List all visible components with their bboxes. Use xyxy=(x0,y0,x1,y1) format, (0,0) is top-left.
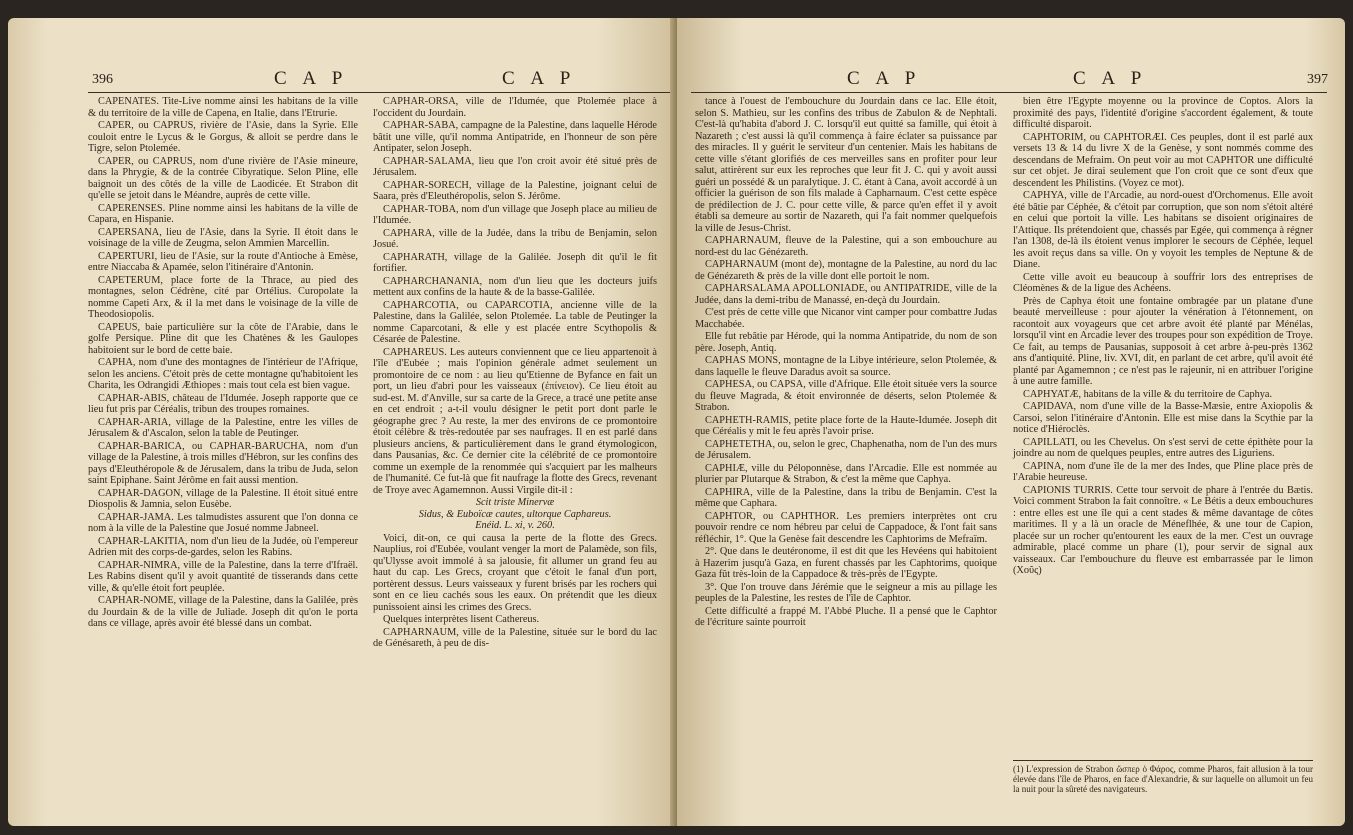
entry-paragraph: CAPHARATH, village de la Galilée. Joseph dit qu'il le fit fortifier. xyxy=(373,251,657,274)
entry-paragraph: Cette ville avoit eu beaucoup à souffrir lors des entreprises de Cléomènes & de la ligue des Achéens. xyxy=(1013,271,1313,294)
entry-paragraph: CAPHETETHA, ou, selon le grec, Chaphenatha, nom de l'un des murs de Jérusalem. xyxy=(695,438,997,461)
entry-paragraph: CAPHTORIM, ou CAPHTORÆI. Ces peuples, dont il est parlé aux versets 13 & 14 du livre X de la Genèse, y sont nommés comme des descendans de Mefraim. On peut voir au mot CAPHTOR une difficulté sur cet objet. Je dirai seulement que l'on croit que ce sont d'eux que descendent les Philistins. (Voyez ce mot). xyxy=(1013,131,1313,189)
header-rule xyxy=(88,92,672,93)
running-head-right: C A P xyxy=(502,68,577,89)
entry-paragraph: tance à l'ouest de l'embouchure du Jourdain dans ce lac. Elle étoit, selon S. Mathieu, sur les confins des tribus de Zabulon & de Nephtali. C'est-là qu'habita d'abord J. C. lorsqu'il eut quitté sa famille, qui étoit à Nazareth ; c'est aussi là qu'il commença à faire éclater sa puissance par des miracles. Il y guérit le serviteur d'un centenier. Mais les habitans de cette ville s'étant glorifiés de ces merveilles sans en profiter pour leur salut, attirèrent sur eux les reproches que leur fit J. C. qui y avoit aussi guéri un possédé & un paralytique. J. C. étant à Cana, avoit accordé à un officier la guérison de son fils malade à Capharnaum. C'est cette espèce de prédilection de J. C. pour cette ville, & parce qu'en effet il y avoit établi sa demeure au sortir de Nazareth, qui l'a fait nommer quelquefois la ville de Jesus-Christ. xyxy=(695,96,997,234)
entry-paragraph: CAPHETH-RAMIS, petite place forte de la Haute-Idumée. Joseph dit que Céréalis y mit le feu après l'avoir prise. xyxy=(695,414,997,437)
right-column-2 xyxy=(1013,96,1313,578)
entry-paragraph: CAPHARNAUM, ville de la Palestine, située sur le bord du lac de Génésareth, à peu de dis- xyxy=(373,626,657,649)
entry-paragraph: CAPERENSES. Pline nomme ainsi les habitans de la ville de Capara, en Hispanie. xyxy=(88,202,358,225)
running-head-right: C A P xyxy=(1073,68,1148,89)
entry-paragraph: bien être l'Egypte moyenne ou la province de Coptos. Alors la proximité des pays, l'identité d'origine s'accordent également, & toute difficulté disparoit. xyxy=(1013,96,1313,130)
entry-paragraph: CAPHAR-NIMRA, ville de la Palestine, dans la terre d'Ifraël. Les Rabins disent qu'il y avoit quantité de tisserands dans cette ville, & qu'elle étoit fort peuplée. xyxy=(88,559,358,594)
entry-paragraph: CAPHIÆ, ville du Péloponnèse, dans l'Arcadie. Elle est nommée au plurier par Plutarque & Strabon, & c'est la même que Caphya. xyxy=(695,462,997,485)
entry-paragraph: Quelques interprètes lisent Cathereus. xyxy=(383,614,540,625)
entry-paragraph: CAPHAR-SORECH, village de la Palestine, joignant celui de Saara, près d'Eleuthéropolis, selon S. Jérôme. xyxy=(373,179,657,202)
entry-paragraph: CAPHAS MONS, montagne de la Libye intérieure, selon Ptolemée, & dans laquelle le fleuve Daradus avoit sa source. xyxy=(695,355,997,378)
entry-paragraph: CAPHAR-ABIS, château de l'Idumée. Joseph rapporte que ce lieu fut pris par Céréalis, tribun des troupes romaines. xyxy=(88,392,358,415)
entry-paragraph: CAPHTOR, ou CAPHTHOR. Les premiers interprètes ont cru pouvoir rendre ce nom hébreu par celui de Cappadoce, & l'ont fait sans réfléchir, 1°. Que la Genèse fait descendre les Caphtorims de Mefraïm. xyxy=(695,510,997,545)
entry-paragraph: CAPHIRA, ville de la Palestine, dans la tribu de Benjamin. C'est la même que Caphara. xyxy=(695,486,997,509)
entry-paragraph: CAPHYATÆ, habitans de la ville & du territoire de Caphya. xyxy=(1023,388,1273,400)
entry-paragraph: Elle fut rebâtie par Hérode, qui la nomma Antipatride, du nom de son père. Joseph, Antiq. xyxy=(695,331,997,354)
entry-paragraph: CAPETERUM, place forte de la Thrace, au pied des montagnes, selon Cédrène, cité par Ortélius. Curopolate la nomme Capeti Arx, & il la met dans le voisinage de la ville de Theodosiopolis. xyxy=(88,274,358,320)
entry-paragraph: CAPEUS, baie particulière sur la côte de l'Arabie, dans le golfe Persique. Pline dit que les Chatènes & les Gaulopes habitoient sur le bord de cette baie. xyxy=(88,321,358,356)
entry-paragraph: CAPHARA, ville de la Judée, dans la tribu de Benjamin, selon Josué. xyxy=(373,227,657,250)
entry-paragraph: CAPER, ou CAPRUS, rivière de l'Asie, dans la Syrie. Elle couloit entre le Lycus & le Gorgus, & alloit se perdre dans le Tigre, selon Ptolemée. xyxy=(88,120,358,154)
entry-paragraph: Près de Caphya étoit une fontaine ombragée par un platane d'une beauté merveilleuse : pour ajouter la vénération à l'étonnement, on racontoit aux voyageurs que cet arbre avoit été planté par Ménélas, lorsqu'il vint en Arcadie lever des troupes pour son expédition de Troye. Ce fait, au temps de Pausanias, supposoit à cet arbre à-peu-près 1362 ans d'antiquité. Pline, liv. XVI, dit, en parlant de cet arbre, qu'il avoit été planté par Agamemnon ; ce n'est pas le rajeunir, ni en attribuer l'origine à une autre famille. xyxy=(1013,295,1313,387)
entry-paragraph: CAPHYA, ville de l'Arcadie, au nord-ouest d'Orchomenus. Elle avoit été bâtie par Céphée, & c'étoit par corruption, que son nom s'étoit altéré en celui que portoit la ville. Les habitans se disoient originaires de l'Attique. Ils prétendoient que, chassés par Egée, qui commença à régner l'an 1308, de-là ils étoient venus implorer le secours de Céphée, lequel les avoit reçus dans sa ville. On y voyoit les temples de Neptune & de Diane. xyxy=(1013,190,1313,270)
entry-paragraph: CAPHAR-NOME, village de la Palestine, dans la Galilée, près du Jourdain & de la ville de Juliade. Joseph dit qu'on le porta dans ce village, après avoir été blessé dans un combat. xyxy=(88,595,358,629)
entry-paragraph: Voici, dit-on, ce qui causa la perte de la flotte des Grecs. Nauplius, roi d'Eubée, voulant venger la mort de Palamède, son fils, qu'Ulysse avoit immolé à sa jalousie, fit allumer un grand feu au haut du cap. Les Grecs, croyant que c'étoit le fanal d'un port, portèrent dessus. Leurs vaisseaux y furent brisés par les rochers qui sont en ce lieu cachés sous les eaux. On prétendit que les dieux punissoient ainsi les crimes des Grecs. xyxy=(373,532,657,613)
entry-paragraph: CAPHAR-SABA, campagne de la Palestine, dans laquelle Hérode bâtit une ville, qu'il nomma Antipatride, en l'honneur de son père Antipater, selon Joseph. xyxy=(373,120,657,154)
right-column-1 xyxy=(695,96,997,630)
entry-paragraph: CAPHAR-LAKITIA, nom d'un lieu de la Judée, où l'empereur Adrien mit des corps-de-gardes, selon les Rabins. xyxy=(88,535,358,558)
entry-paragraph: CAPER, ou CAPRUS, nom d'une rivière de l'Asie mineure, dans la Phrygie, & de la contrée Cibyratique. Selon Pline, elle baignoit un des côtés de la ville de Laodicée. Et Strabon dit qu'elle se jetoit dans le Méandre, auprès de cette ville. xyxy=(88,155,358,201)
entry-paragraph: CAPHAR-DAGON, village de la Palestine. Il étoit situé entre Diospolis & Jamnia, selon Eusèbe. xyxy=(88,487,358,510)
entry-paragraph: Cette difficulté a frappé M. l'Abbé Pluche. Il a pensé que le Caphtor de l'écriture sainte pourroit xyxy=(695,605,997,628)
page-number: 396 xyxy=(92,72,113,87)
entry-paragraph: CAPHARCHANANIA, nom d'un lieu que les docteurs juifs mettent aux confins de la haute & de la basse-Galilée. xyxy=(373,275,657,298)
left-page xyxy=(8,18,676,826)
entry-paragraph: CAPILLATI, ou les Chevelus. On s'est servi de cette épithète pour la joindre au nom de quelques peuples, entre autres des Liguriens. xyxy=(1013,436,1313,459)
entry-paragraph: CAPIDAVA, nom d'une ville de la Basse-Mæsie, entre Axiopolis & Carsoi, selon l'itinéraire d'Antonin. Elle est mise dans la Scythie par la notice d'Hiéroclès. xyxy=(1013,401,1313,435)
entry-paragraph: CAPINA, nom d'une île de la mer des Indes, que Pline place près de l'Arabie heureuse. xyxy=(1013,460,1313,483)
entry-paragraph: CAPERSANA, lieu de l'Asie, dans la Syrie. Il étoit dans le voisinage de la ville de Zeugma, selon Ammien Marcellin. xyxy=(88,226,358,249)
left-column-2 xyxy=(373,96,657,651)
entry-paragraph: CAPHAR-TOBA, nom d'un village que Joseph place au milieu de l'Idumée. xyxy=(373,203,657,226)
entry-paragraph: CAPHAR-ORSA, ville de l'Idumée, que Ptolemée place à l'occident du Jourdain. xyxy=(373,96,657,119)
entry-paragraph: CAPIONIS TURRIS. Cette tour servoit de phare à l'entrée du Bætis. Voici comment Strabon la fait connoître. « Le Bétis a deux embouchures : entre elles est une île qui a cent stades & même davantage de côtes maritimes. Il y a là un oracle de Méneflhée, & une tour de Capion, placée sur un rocher qu'entourent les eaux de la mer. C'est un ouvrage admirable, placé comme un phare (1), pour servir de signal aux vaisseaux. Car l'embouchure du fleuve est embarrassée par le limon (Χοῦς) xyxy=(1013,484,1313,576)
entry-paragraph: CAPERTURI, lieu de l'Asie, sur la route d'Antioche à Emèse, entre Niaccaba & Apamée, selon l'itinéraire d'Antonin. xyxy=(88,250,358,273)
entry-paragraph: CAPHA, nom d'une des montagnes de l'intérieur de l'Afrique, selon les anciens. C'étoit près de cette montagne qu'habitoient les Charita, les Odrangidi Æthiopes : mais tout cela est bien vague. xyxy=(88,357,358,391)
page-number: 397 xyxy=(1307,72,1328,87)
entry-paragraph: 3°. Que l'on trouve dans Jérémie que le seigneur a mis au pillage les peuples de la Palestine, les restes de l'île de Caphtor. xyxy=(695,581,997,604)
running-head-left: C A P xyxy=(274,68,349,89)
entry-paragraph: CAPHAR-JAMA. Les talmudistes assurent que l'on donna ce nom à la ville de la Palestine que Josué nomme Jabneel. xyxy=(88,511,358,534)
running-head-left: C A P xyxy=(847,68,922,89)
entry-paragraph: CAPHAR-BARICA, ou CAPHAR-BARUCHA, nom d'un village de la Palestine, à trois milles d'Hébron, sur les confins des pays d'Eleuthéropole & de Jérusalem, dans la tribu de Juda, selon saint Epiphane. Saint Jérôme en fait aussi mention. xyxy=(88,440,358,486)
entry-paragraph: CAPHARNAUM (mont de), montagne de la Palestine, au nord du lac de Génézareth & près de la ville dont elle portoit le nom. xyxy=(695,259,997,282)
footnote-rule xyxy=(1013,760,1313,761)
left-column-1 xyxy=(88,96,358,631)
right-page xyxy=(677,18,1345,826)
entry-paragraph: CAPHESA, ou CAPSA, ville d'Afrique. Elle étoit située vers la source du fleuve Magrada, & étoit environnée de déserts, selon Ptolemée & Strabon. xyxy=(695,379,997,413)
entry-paragraph: CAPHARNAUM, fleuve de la Palestine, qui a son embouchure au nord-est du lac Génézareth. xyxy=(695,235,997,258)
open-book xyxy=(8,18,1345,826)
entry-paragraph: CAPHAR-ARIA, village de la Palestine, entre les villes de Jérusalem & d'Ascalon, selon la table de Peutinger. xyxy=(88,416,358,439)
entry-paragraph: CAPHAREUS. Les auteurs conviennent que ce lieu appartenoit à l'île d'Eubée ; mais l'opinion générale admet seulement un promontoire de ce nom : au lieu qu'Etienne de Byfance en fait un port, un lieu d'abri pour les vaisseaux (ἐπίνειον). Ce lieu étoit au sud-est. M. d'Anville, sur sa carte de la Grece, a tracé une petite anse en cet endroit ; a-t-il voulu désigner le petit port dont parle le géographe grec ? Au reste, la mer des environs de ce promontoire étoit célèbre & très-redoutée par ses naufrages. Il en est parlé dans plusieurs anciens, & particulièrement dans le grand étymologicon, dans Pausanias, &c. Ce dernier cite la célébrité de ce promontoire comme un exemple de la renommée qui s'acquiert par les malheurs de l'humanité. Ce fut-là que fit naufrage la flotte des Grecs, revenant de Troye avec Agamemnon. Aussi Virgile dit-il : xyxy=(373,346,657,496)
entry-paragraph: CAPHARSALAMA APOLLONIADE, ou ANTIPATRIDE, ville de la Judée, dans la demi-tribu de Manassé, en-deçà du Jourdain. xyxy=(695,283,997,306)
entry-paragraph: Scit triste Minervæ Sidus, & Euboïcæ cautes, ultorque Caphareus. Enéid. L. xi, v. 260. xyxy=(418,497,612,531)
entry-paragraph: 2°. Que dans le deutéronome, il est dit que les Hevéens qui habitoient à Hazerim jusqu'à Gaza, en furent chassés par les Caphtorims, quoique Gaza fût très-loin de la Cappadoce & très-près de l'Egypte. xyxy=(695,546,997,580)
footnote: (1) L'expression de Strabon ὥσπερ ὁ Φάρος, comme Pharos, fait allusion à la tour élevée dans l'île de Pharos, en face d'Alexandrie, & sur laquelle on allumoit un feu la nuit pour la sûreté des navigateurs. xyxy=(1013,764,1313,794)
entry-paragraph: CAPHARCOTIA, ou CAPARCOTIA, ancienne ville de la Palestine, dans la Galilée, selon Ptolemée. La table de Peutinger la nomme Caparcotani, & elle y est placée entre Scythopolis & Césarée de Palestine. xyxy=(373,299,657,345)
entry-paragraph: CAPENATES. Tite-Live nomme ainsi les habitans de la ville & du territoire de la ville de Capena, en Italie, dans l'Etrurie. xyxy=(88,96,358,119)
header-rule xyxy=(691,92,1327,93)
entry-paragraph: C'est près de cette ville que Nicanor vint camper pour combattre Judas Macchabée. xyxy=(695,307,997,330)
entry-paragraph: CAPHAR-SALAMA, lieu que l'on croit avoir été situé près de Jérusalem. xyxy=(373,155,657,178)
